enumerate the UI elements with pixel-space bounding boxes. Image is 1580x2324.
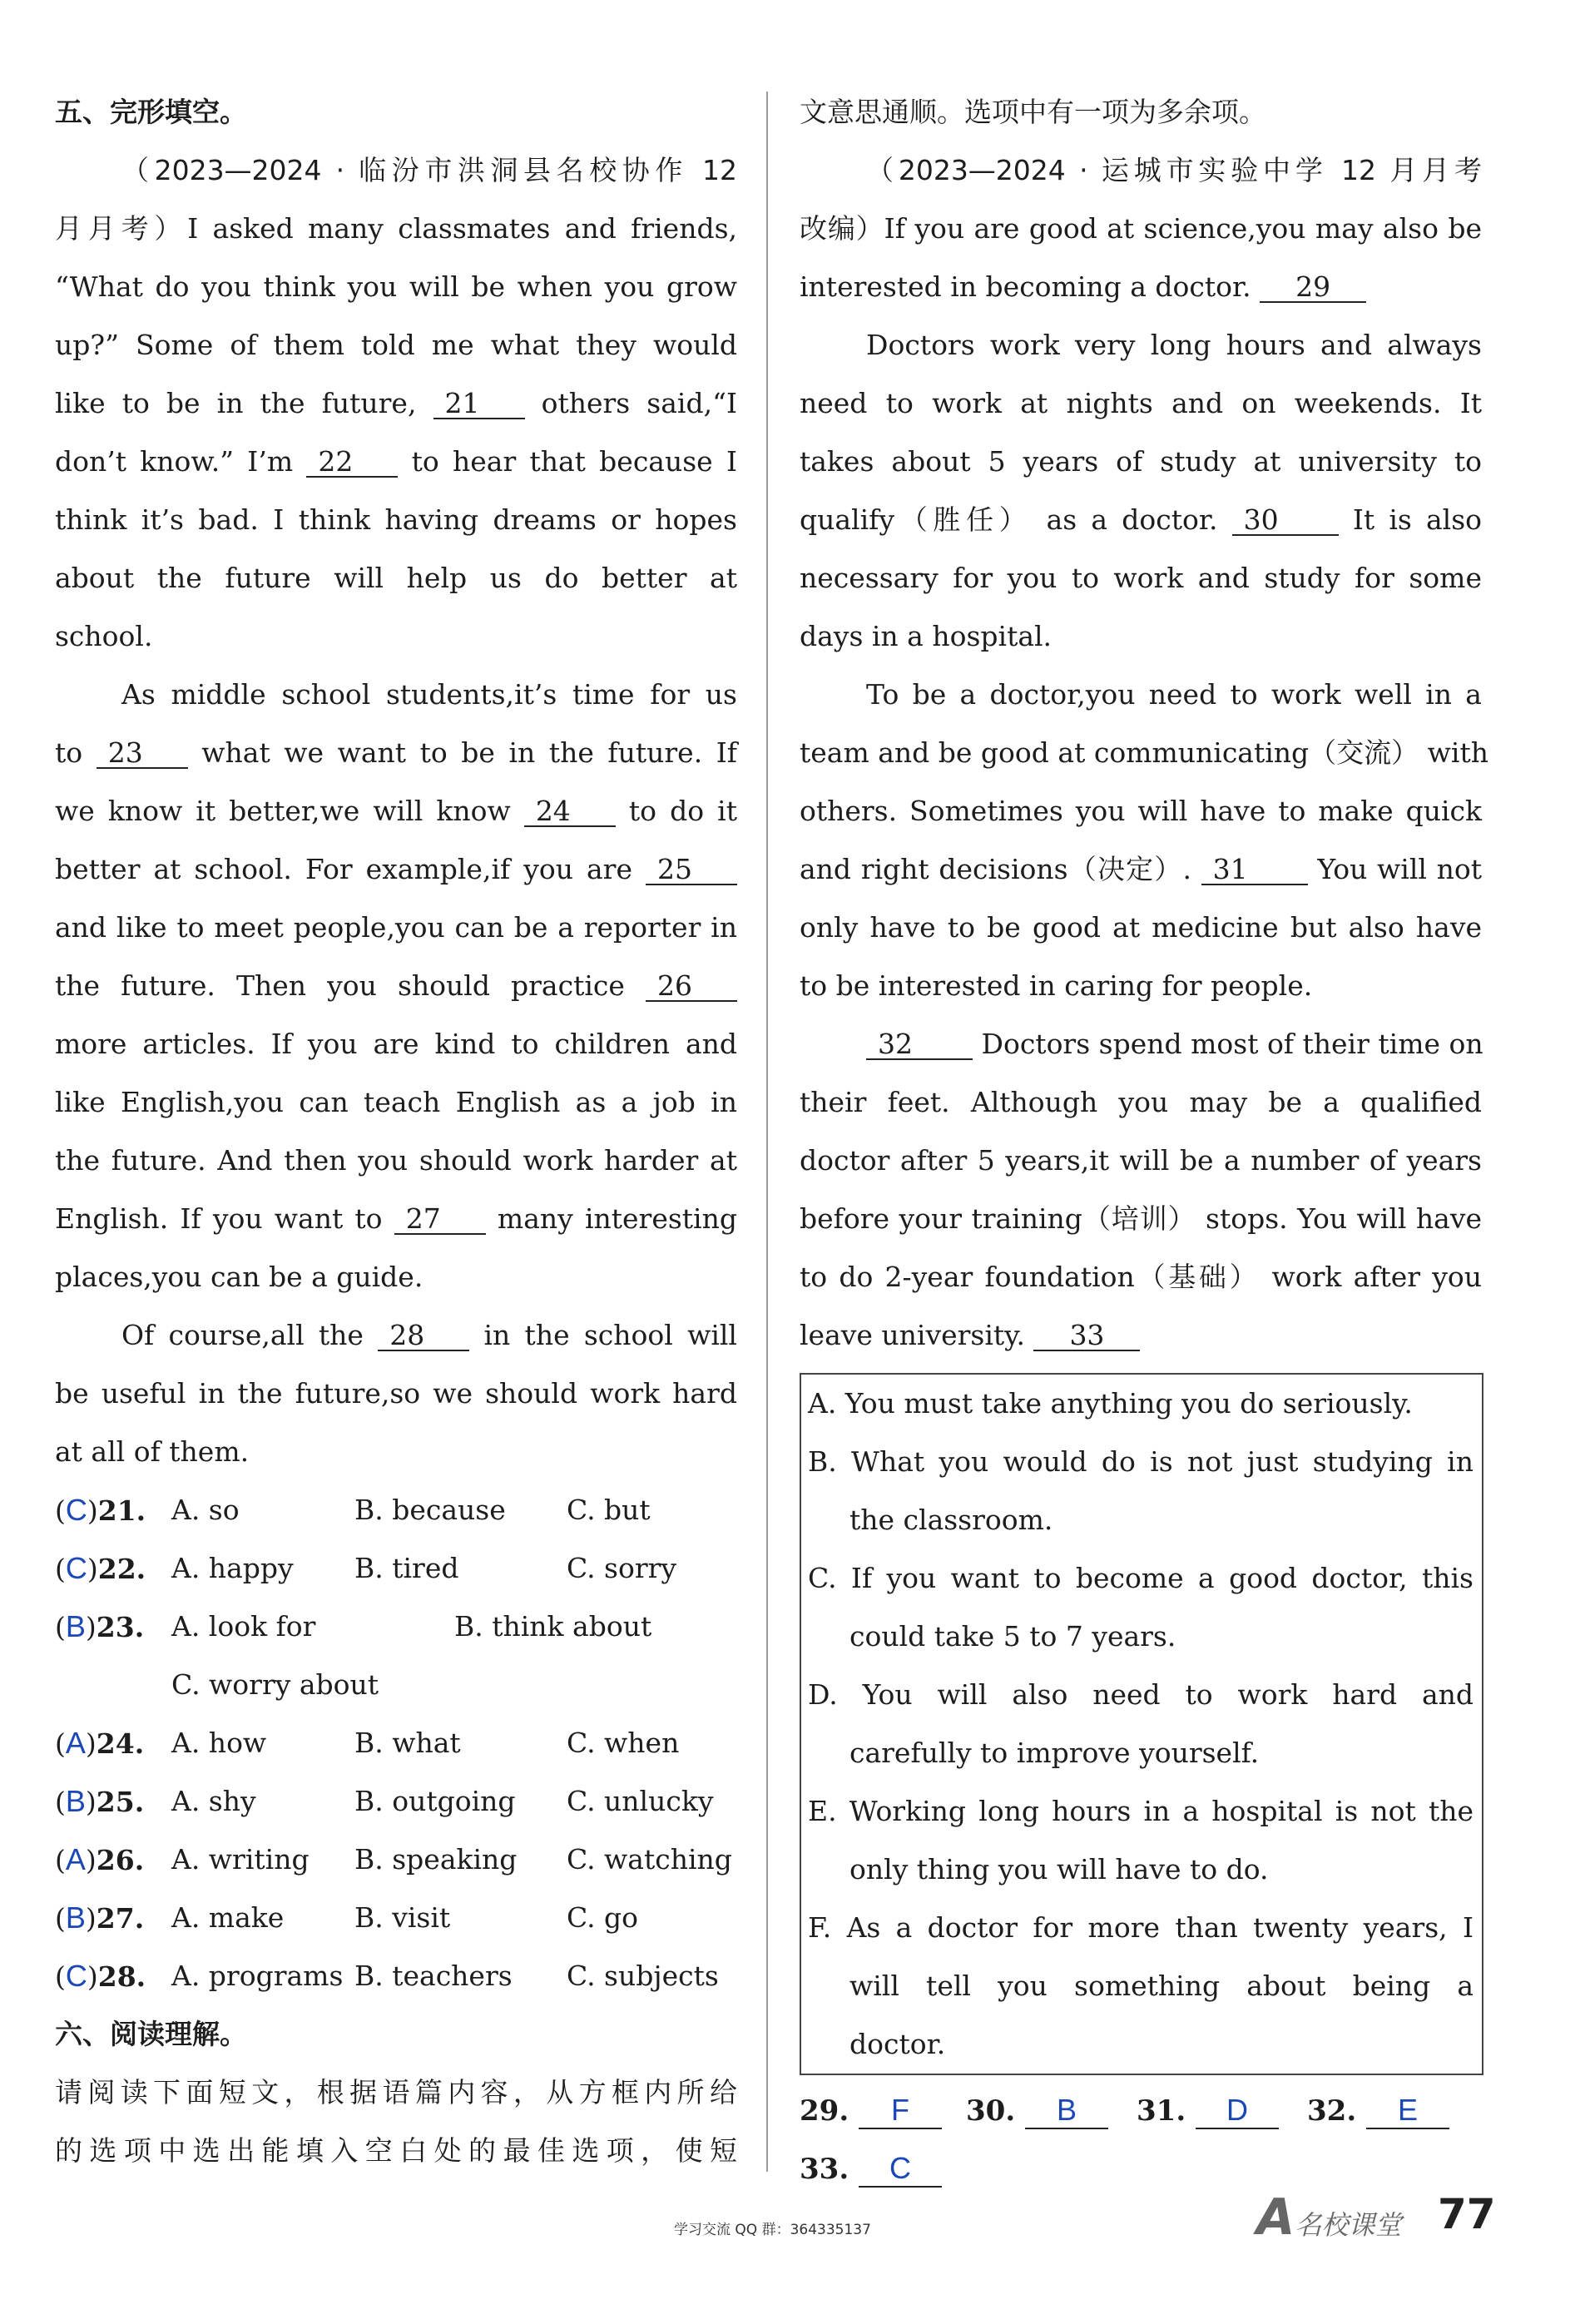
answer-28: C	[65, 1959, 87, 1993]
option-c[interactable]: C. when	[567, 1727, 680, 1759]
option-b[interactable]: B. visit	[354, 1901, 451, 1934]
blank-24[interactable]: 24	[524, 797, 616, 827]
text-line: team and be good at communicating（交流） with	[800, 736, 1488, 769]
option-b[interactable]: B. think about	[454, 1610, 652, 1643]
text-line: more articles. If you are kind to children and	[55, 1028, 737, 1060]
option-E-cont: only thing you will have to do.	[849, 1853, 1269, 1885]
answer-33[interactable]: C	[889, 2151, 911, 2185]
text-line: doctor after 5 years,it will be a number of years	[800, 1144, 1482, 1177]
answer-32[interactable]: E	[1397, 2093, 1418, 2127]
text-line: to be interested in caring for people.	[800, 969, 1313, 1002]
option-C: C. If you want to become a good doctor, this	[808, 1562, 1474, 1594]
answer-22: C	[65, 1551, 87, 1585]
text-line: leave university. 33	[800, 1306, 1482, 1365]
text-line: 月月考）I asked many classmates and friends,	[55, 212, 737, 245]
option-c[interactable]: C. go	[567, 1901, 639, 1934]
option-b[interactable]: B. teachers	[354, 1960, 513, 1992]
option-E: E. Working long hours in a hospital is not the	[808, 1795, 1474, 1827]
text-line: English. If you want to 27 many interesting	[55, 1202, 737, 1235]
instruction-line: 请阅读下面短文，根据语篇内容，从方框内所给	[55, 2076, 737, 2108]
qq-footer: 学习交流 QQ 群：364335137	[674, 2222, 871, 2238]
question-27: (B)27. A. make B. visit C. go	[55, 1889, 737, 1947]
text-line: better at school. For example,if you are 25	[55, 840, 737, 899]
blank-22[interactable]: 22	[306, 448, 398, 478]
section6-title: 六、阅读理解。	[55, 2018, 247, 2050]
blank-31[interactable]: 31	[1201, 855, 1308, 885]
text-line: necessary for you to work and study for some	[800, 562, 1482, 594]
text-line: only have to be good at medicine but also have	[800, 911, 1482, 944]
option-c[interactable]: C. unlucky	[567, 1785, 714, 1817]
option-a[interactable]: A. shy	[171, 1785, 256, 1817]
question-23-cont	[55, 1656, 737, 1714]
text-line: need to work at nights and on weekends. It	[800, 387, 1482, 419]
answer-30[interactable]: B	[1056, 2093, 1077, 2127]
answer-row: 29. F 30. B 31. D 32. E	[800, 2082, 1482, 2140]
text-line: 32 Doctors spend most of their time on	[800, 1015, 1482, 1073]
text-line: places,you can be a guide.	[55, 1261, 423, 1293]
text-line: to do 2-year foundation（基础） work after you	[800, 1261, 1482, 1293]
blank-29[interactable]: 29	[1260, 273, 1366, 303]
text-line: we know it better,we will know 24 to do it	[55, 795, 737, 827]
question-28: (C)28. A. programs B. teachers C. subjects	[55, 1947, 737, 2005]
option-c[interactable]: C. subjects	[567, 1960, 719, 1992]
question-26: (A)26. A. writing B. speaking C. watching	[55, 1831, 737, 1889]
option-b[interactable]: B. speaking	[354, 1843, 518, 1876]
question-22: (C)22. A. happy B. tired C. sorry	[55, 1539, 737, 1598]
question-24: (A)24. A. how B. what C. when	[55, 1714, 737, 1772]
option-a[interactable]: A. look for	[171, 1610, 316, 1643]
text-line: before your training（培训） stops. You will have	[800, 1202, 1482, 1235]
option-b[interactable]: B. because	[354, 1494, 506, 1526]
option-C-cont: could take 5 to 7 years.	[849, 1620, 1176, 1653]
source-b: （2023—2024 · 运城市实验中学 12 月月考	[866, 154, 1482, 186]
text-line: the future. Then you should practice 26	[55, 957, 737, 1015]
option-a[interactable]: A. how	[171, 1727, 267, 1759]
text-line: like English,you can teach English as a job in	[55, 1086, 737, 1118]
text-line: at all of them.	[55, 1435, 250, 1468]
text-line: To be a doctor,you need to work well in a	[866, 678, 1482, 711]
answer-27: B	[65, 1900, 86, 1935]
source-a: （2023—2024 · 临汾市洪洞县名校协作 12	[121, 154, 737, 186]
text-line: Doctors work very long hours and always	[866, 329, 1482, 361]
text-line: their feet. Although you may be a qualified	[800, 1086, 1482, 1118]
options-box	[800, 1373, 1483, 2075]
text-line: qualify（胜任） as a doctor. 30 It is also	[800, 503, 1483, 536]
option-a[interactable]: A. programs	[171, 1960, 344, 1992]
blank-25[interactable]: 25	[646, 855, 737, 885]
right-column	[800, 83, 1488, 2198]
option-D-cont: carefully to improve yourself.	[849, 1737, 1260, 1769]
text-line: takes about 5 years of study at university to	[800, 445, 1482, 478]
text-line: and right decisions（决定）. 31 You will not	[800, 853, 1482, 885]
page-number: 77	[1438, 2190, 1496, 2238]
text-line: about the future will help us do better at	[55, 562, 737, 594]
blank-21[interactable]: 21	[433, 389, 525, 419]
option-a[interactable]: A. so	[171, 1494, 240, 1526]
option-c[interactable]: C. but	[567, 1494, 651, 1526]
option-b[interactable]: B. outgoing	[354, 1785, 516, 1817]
text-line: be useful in the future,so we should work hard	[55, 1377, 737, 1410]
text-line: don’t know.” I’m 22 to hear that because I	[55, 445, 737, 478]
question-21: (C)21. A. so B. because C. but	[55, 1481, 737, 1539]
instruction-line: 文意思通顺。选项中有一项为多余项。	[800, 96, 1266, 128]
option-B-cont: the classroom.	[849, 1504, 1053, 1536]
instruction-line: 的选项中选出能填入空白处的最佳选项，使短	[55, 2134, 737, 2167]
text-line: up?” Some of them told me what they would	[55, 329, 737, 361]
text-line: to 23 what we want to be in the future. If	[55, 736, 737, 769]
answer-23: B	[65, 1609, 86, 1643]
blank-26[interactable]: 26	[646, 972, 737, 1002]
text-line: like to be in the future, 21 others said,“I	[55, 387, 737, 419]
text-line: 改编）If you are good at science,you may also be	[800, 212, 1482, 245]
text-line: “What do you think you will be when you grow	[55, 270, 737, 303]
question-23: (B)23. A. look for B. think about	[55, 1598, 737, 1656]
brand-logo: A名校课堂	[1256, 2188, 1402, 2247]
text-line: school.	[55, 620, 153, 652]
blank-32[interactable]: 32	[866, 1030, 973, 1060]
option-F-cont2: doctor.	[849, 2028, 946, 2060]
text-line: think it’s bad. I think having dreams or hopes	[55, 503, 737, 536]
option-a[interactable]: A. happy	[171, 1552, 294, 1584]
answer-row-2: 33. C	[800, 2140, 1482, 2198]
option-c[interactable]: C. worry about	[171, 1668, 379, 1701]
option-b[interactable]: B. tired	[354, 1552, 459, 1584]
option-c[interactable]: C. watching	[567, 1843, 732, 1876]
question-25: (B)25. A. shy B. outgoing C. unlucky	[55, 1772, 737, 1831]
option-D: D. You will also need to work hard and	[808, 1678, 1474, 1711]
blank-28[interactable]: 28	[378, 1321, 469, 1351]
option-B: B. What you would do is not just studying in	[808, 1445, 1474, 1478]
answer-29[interactable]: F	[891, 2093, 909, 2127]
answer-25: B	[65, 1784, 86, 1818]
blank-23[interactable]: 23	[97, 739, 188, 769]
section5-title: 五、完形填空。	[55, 96, 247, 128]
answer-31[interactable]: D	[1226, 2093, 1248, 2127]
option-a[interactable]: A. make	[171, 1901, 285, 1934]
column-divider	[766, 92, 768, 2172]
option-b[interactable]: B. what	[354, 1727, 461, 1759]
answer-21: C	[65, 1493, 87, 1527]
blank-33[interactable]: 33	[1033, 1321, 1140, 1351]
text-line: Of course,all the 28 in the school will	[121, 1319, 737, 1351]
text-line: As middle school students,it’s time for us	[121, 678, 737, 711]
text-line: and like to meet people,you can be a reporter in	[55, 911, 737, 944]
option-c[interactable]: C. sorry	[567, 1552, 677, 1584]
text-line: days in a hospital.	[800, 620, 1053, 652]
option-A: A. You must take anything you do seriously.	[808, 1387, 1413, 1420]
option-a[interactable]: A. writing	[171, 1843, 310, 1876]
text-line: others. Sometimes you will have to make quick	[800, 795, 1482, 827]
answer-24: A	[65, 1726, 86, 1760]
answer-26: A	[65, 1842, 86, 1876]
text-line: interested in becoming a doctor. 29	[800, 258, 1482, 316]
text-line: the future. And then you should work harder at	[55, 1144, 737, 1177]
blank-30[interactable]: 30	[1232, 506, 1339, 536]
option-F-cont: will tell you something about being a	[849, 1970, 1474, 2002]
blank-27[interactable]: 27	[394, 1205, 486, 1235]
left-column	[55, 83, 737, 2180]
option-F: F. As a doctor for more than twenty years, I	[808, 1911, 1474, 1944]
